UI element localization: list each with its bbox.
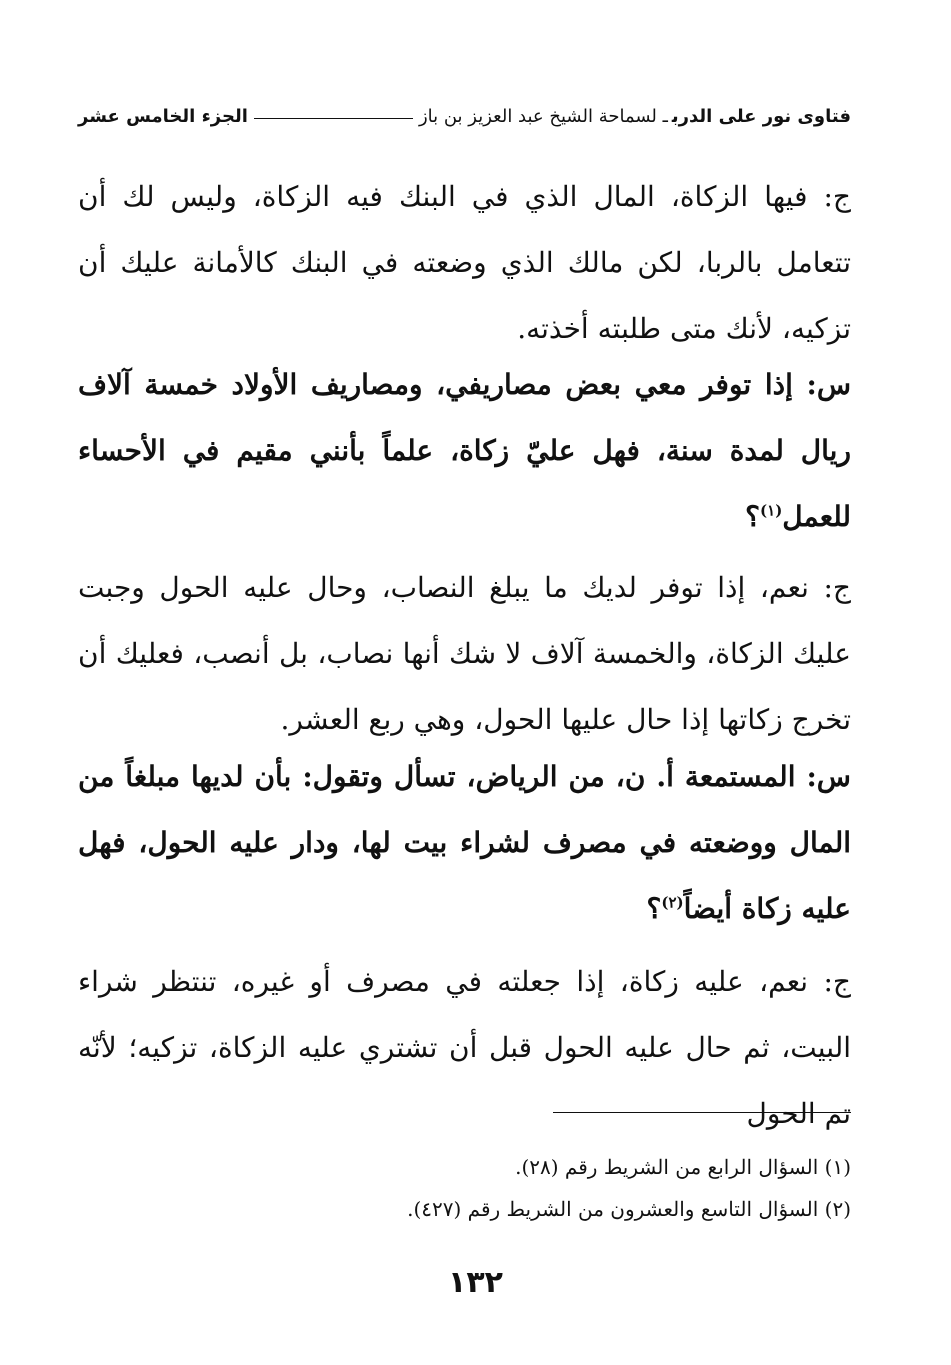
volume-part: الجزء الخامس عشر	[78, 106, 248, 127]
footnote-2: (٢) السؤال التاسع والعشرون من الشريط رقم (٤٢٧).	[407, 1197, 851, 1221]
question-2-text: س: المستمعة أ. ن، من الرياض، تسأل وتقول: بأن لديها مبلغاً من المال ووضعته في مصرف لشراء بيت لها، ودار عليه الحول، فهل عليه زكاة أيضاً	[78, 760, 851, 925]
question-paragraph-2	[78, 744, 851, 942]
answer-paragraph-1: ج: فيها الزكاة، المال الذي في البنك فيه الزكاة، وليس لك أن تتعامل بالربا، لكن مالك الذي وضعته في البنك كالأمانة عليك أن تزكيه، لأنك متى طلبته أخذته.	[78, 180, 851, 345]
answer-paragraph-3: ج: نعم، عليه زكاة، إذا جعلته في مصرف أو غيره، تنتظر شراء البيت، ثم حال عليه الحول قبل أن تشتري عليه الزكاة، تزكيه؛ لأنّه تم الحول	[78, 965, 851, 1130]
author-name: ـ لسماحة الشيخ عبد العزيز بن باز	[418, 106, 668, 127]
question-paragraph-1	[78, 352, 851, 550]
footnote-ref-1[interactable]: (١)	[760, 501, 783, 520]
footnote-1: (١) السؤال الرابع من الشريط رقم (٢٨).	[515, 1155, 851, 1179]
header-title-group	[419, 106, 851, 127]
question-1-mark: ؟	[745, 500, 761, 533]
question-1-text: س: إذا توفر معي بعض مصاريفي، ومصاريف الأولاد خمسة آلاف ريال لمدة سنة، فهل عليّ زكاة، علماً بأنني مقيم في الأحساء للعمل	[78, 368, 851, 533]
header-rule	[254, 118, 413, 119]
footnote-divider	[553, 1112, 851, 1113]
answer-paragraph-2: ج: نعم، إذا توفر لديك ما يبلغ النصاب، وحال عليه الحول وجبت عليك الزكاة، والخمسة آلاف لا شك أنها نصاب، بل أنصب، فعليك أن تخرج زكاتها إذا حال عليها الحول، وهي ربع العشر.	[78, 571, 851, 736]
book-title: فتاوى نور على الدرب	[671, 106, 851, 127]
running-header	[78, 106, 851, 127]
page-number: ١٣٢	[448, 1265, 503, 1300]
footnote-ref-2[interactable]: (٢)	[661, 893, 684, 912]
footnotes	[78, 1146, 851, 1230]
question-2-mark: ؟	[646, 892, 662, 925]
